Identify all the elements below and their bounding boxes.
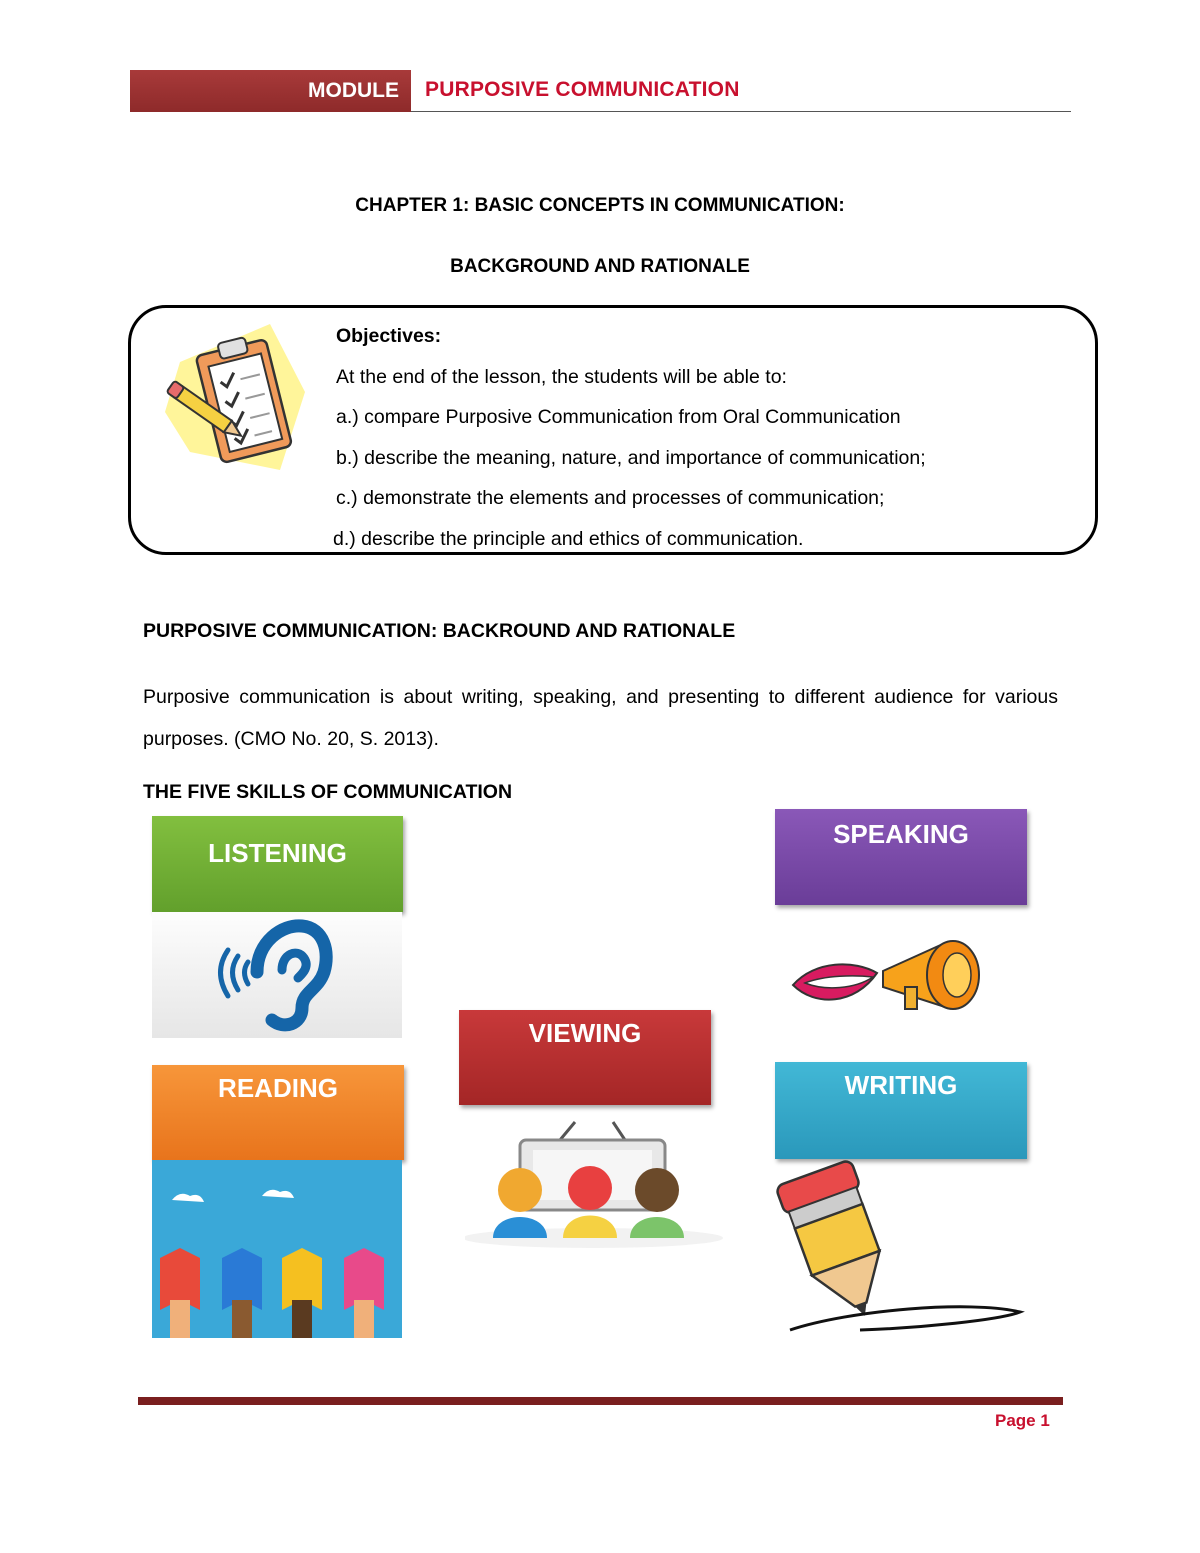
objective-item-c: c.) demonstrate the elements and processes of communication; <box>336 487 885 509</box>
clipboard-checklist-icon <box>160 322 310 472</box>
pencil-icon <box>770 1160 1030 1340</box>
skill-box-listening <box>152 816 403 912</box>
objective-item-d: d.) describe the principle and ethics of communication. <box>333 527 804 550</box>
children-watching-tv-icon <box>465 1120 725 1250</box>
ear-icon <box>152 912 402 1038</box>
skill-box-writing <box>775 1062 1027 1159</box>
header-divider <box>411 111 1071 112</box>
objective-item-a: a.) compare Purposive Communication from Oral Communication <box>336 406 901 428</box>
skill-box-reading <box>152 1065 404 1160</box>
footer-divider <box>138 1397 1063 1405</box>
skill-label-writing: WRITING <box>844 1070 958 1100</box>
objective-item-b: b.) describe the meaning, nature, and importance of communication; <box>336 446 926 469</box>
objectives-intro: At the end of the lesson, the students will be able to: <box>336 365 787 388</box>
chapter-subtitle: BACKGROUND AND RATIONALE <box>450 256 750 277</box>
hands-holding-books-icon <box>152 1160 402 1338</box>
objectives-text <box>333 316 926 559</box>
skill-box-speaking <box>775 809 1027 905</box>
mouth-megaphone-icon <box>785 935 1005 1015</box>
skill-label-speaking: SPEAKING <box>833 819 969 849</box>
skill-label-viewing: VIEWING <box>528 1018 642 1048</box>
skill-box-viewing <box>459 1010 711 1105</box>
module-label: MODULE <box>130 70 411 112</box>
skill-label-listening: LISTENING <box>208 838 347 868</box>
chapter-title: CHAPTER 1: BASIC CONCEPTS IN COMMUNICATION: <box>355 195 845 216</box>
skill-label-reading: READING <box>218 1073 338 1103</box>
page-number: Page 1 <box>995 1411 1050 1430</box>
section-heading-background: PURPOSIVE COMMUNICATION: BACKROUND AND RATIONALE <box>143 620 736 642</box>
objectives-label: Objectives: <box>336 325 442 347</box>
section-heading-five-skills: THE FIVE SKILLS OF COMMUNICATION <box>143 781 513 803</box>
module-title: PURPOSIVE COMMUNICATION <box>425 78 740 101</box>
background-paragraph: Purposive communication is about writing, speaking, and presenting to different audience for various purposes. (CMO No. 20, S. 2013). <box>143 686 1058 750</box>
